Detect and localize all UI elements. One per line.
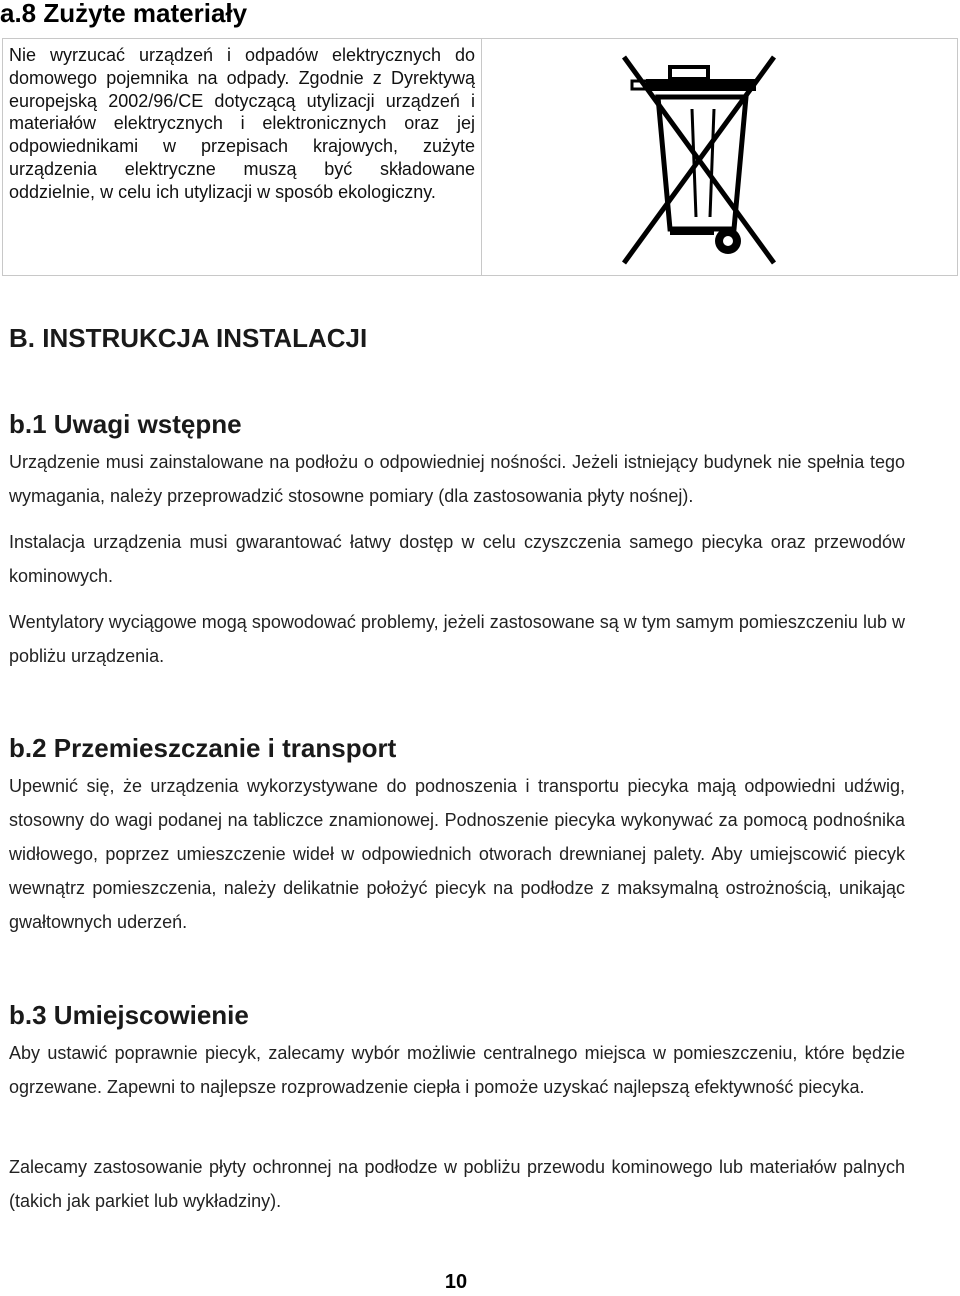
b1-paragraph-1: Urządzenie musi zainstalowane na podłożu o odpowiedniej nośności. Jeżeli istniejący budynek nie spełnia tego wymagania, należy przeprowadzić stosowne pomiary (dla zastosowania płyty nośnej). (9, 452, 905, 506)
section-b1-heading: b.1 Uwagi wstępne (9, 409, 242, 439)
table-divider (481, 39, 482, 275)
b2-paragraph-1: Upewnić się, że urządzenia wykorzystywane do podnoszenia i transportu piecyka mają odpowiedni udźwig, stosowny do wagi podanej na tabliczce znamionowej. Podnoszenie piecyka wykonywać za pomocą podnośnika widłowego, poprzez umieszczenie wideł w odpowiednich otworach drewnianej palety. Aby umiejscowić piecyk wewnątrz pomieszczenia, należy delikatnie położyć piecyk na podłodze z maksymalną ostrożnością, unikając gwałtownych uderzeń. (9, 776, 905, 932)
b3-paragraph-1: Aby ustawić poprawnie piecyk, zalecamy wybór możliwie centralnego miejsca w pomieszczeniu, które będzie ogrzewane. Zapewni to najlepsze rozprowadzenie ciepła i pomoże uzyskać najlepszą efektywność piecyka. (9, 1043, 905, 1097)
waste-disposal-text: Nie wyrzucać urządzeń i odpadów elektrycznych do domowego pojemnika na odpady. Zgodnie z Dyrektywą europejską 2002/96/CE dotyczącą utylizacji urządzeń i materiałów elektrycznych i elektronicznych oraz jej odpowiednikami w przepisach krajowych, zużyte urządzenia elektryczne muszą być składowane oddzielnie, w celu ich utylizacji w sposób ekologiczny. (9, 45, 475, 202)
waste-disposal-table (2, 38, 958, 276)
b1-paragraph-2: Instalacja urządzenia musi gwarantować łatwy dostęp w celu czyszczenia samego piecyka oraz przewodów kominowych. (9, 532, 905, 586)
section-a8-heading: a.8 Zużyte materiały (0, 0, 248, 28)
crossed-out-wheelie-bin-icon (618, 53, 780, 267)
page-number: 10 (444, 1271, 468, 1293)
b3-paragraph-2: Zalecamy zastosowanie płyty ochronnej na podłodze w pobliżu przewodu kominowego lub materiałów palnych (takich jak parkiet lub wykładziny). (9, 1157, 905, 1211)
section-b3-heading: b.3 Umiejscowienie (9, 1000, 249, 1030)
section-b2-heading: b.2 Przemieszczanie i transport (9, 733, 397, 763)
b1-paragraph-3: Wentylatory wyciągowe mogą spowodować problemy, jeżeli zastosowane są w tym samym pomieszczeniu lub w pobliżu urządzenia. (9, 612, 905, 666)
section-b-heading: B. INSTRUKCJA INSTALACJI (9, 323, 368, 353)
